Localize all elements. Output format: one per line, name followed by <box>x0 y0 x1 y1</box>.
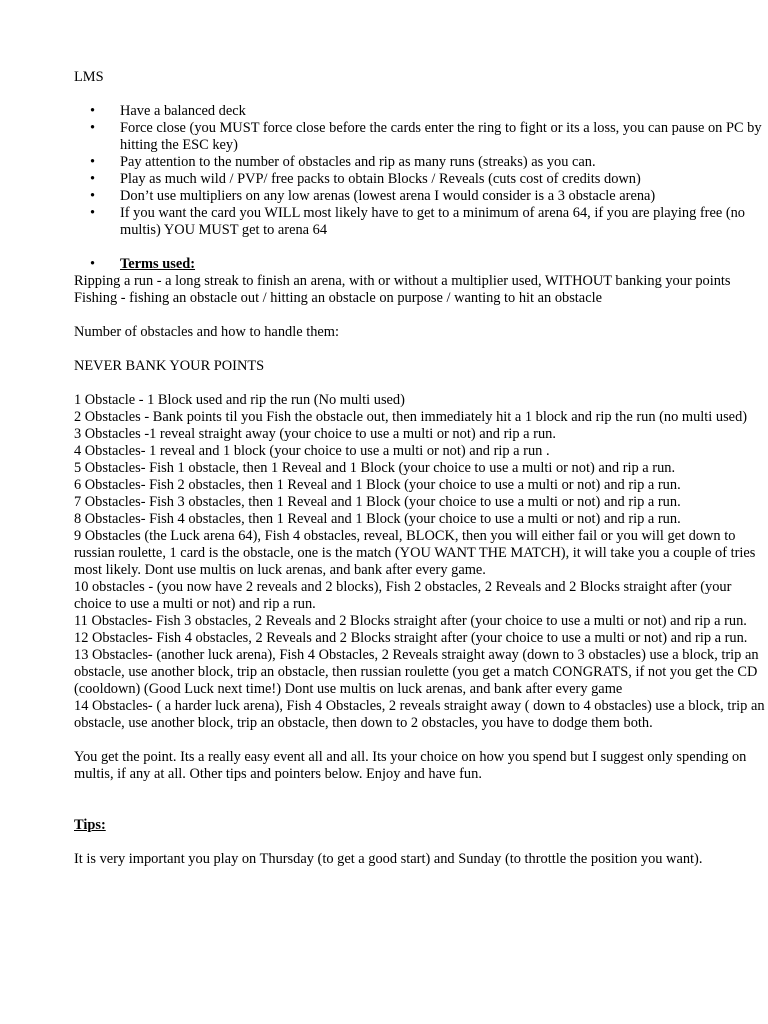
tips-heading: Tips: <box>74 817 106 833</box>
obstacle-rule: 13 Obstacles- (another luck arena), Fish 4 Obstacles, 2 Reveals straight away (down to 3 obstacles) use a block, trip an obstacle, use another block, trip an obstacle, then russian roulette (you get a match CONGRATS, if not you get the CD (cooldown) (Good Luck next time!) Dont use multis on luck arenas, and bank after every game <box>74 647 759 697</box>
bullet-icon: • <box>90 120 96 136</box>
obstacle-rule: 8 Obstacles- Fish 4 obstacles, then 1 Reveal and 1 Block (your choice to use a multi or not) and rip a run. <box>74 511 681 527</box>
bullet-icon: • <box>90 188 96 204</box>
bullet-icon: • <box>90 205 96 221</box>
list-item: • If you want the card you WILL most likely have to get to a minimum of arena 64, if you are playing free (no multis) YOU MUST get to arena 64 <box>90 205 746 238</box>
list-item: • Pay attention to the number of obstacles and rip as many runs (streaks) as you can. <box>90 154 596 170</box>
bullet-icon: • <box>90 154 96 170</box>
obstacles-intro: Number of obstacles and how to handle them: <box>74 324 339 340</box>
obstacle-rule: 11 Obstacles- Fish 3 obstacles, 2 Reveals and 2 Blocks straight after (your choice to use a multi or not) and rip a run. <box>74 613 747 629</box>
terms-heading: Terms used: <box>120 256 196 272</box>
obstacle-rule: 4 Obstacles- 1 reveal and 1 block (your choice to use a multi or not) and rip a run . <box>74 443 550 459</box>
bullet-icon: • <box>90 256 96 272</box>
term-fishing: Fishing - fishing an obstacle out / hitting an obstacle on purpose / wanting to hit an obstacle <box>74 290 602 306</box>
list-item: • Have a balanced deck <box>90 103 246 119</box>
list-item: • Force close (you MUST force close before the cards enter the ring to fight or its a loss, you can pause on PC by hitting the ESC key) <box>90 120 762 153</box>
never-bank-notice: NEVER BANK YOUR POINTS <box>74 358 265 374</box>
obstacle-rule: 1 Obstacle - 1 Block used and rip the run (No multi used) <box>74 392 405 408</box>
tips-paragraph: It is very important you play on Thursday (to get a good start) and Sunday (to throttle the position you want). <box>74 851 703 867</box>
tips-bullet-list <box>74 103 768 239</box>
obstacle-rule: 2 Obstacles - Bank points til you Fish the obstacle out, then immediately hit a 1 block and rip the run (no multi used) <box>74 409 748 425</box>
obstacle-rule: 9 Obstacles (the Luck arena 64), Fish 4 obstacles, reveal, BLOCK, then you will either fail or you will get down to russian roulette, 1 card is the obstacle, one is the match (YOU WANT THE MATCH), it will take you a couple of tries most likely. Dont use multis on luck arenas, and bank after every game. <box>74 528 756 578</box>
obstacle-rule: 7 Obstacles- Fish 3 obstacles, then 1 Reveal and 1 Block (your choice to use a multi or not) and rip a run. <box>74 494 681 510</box>
obstacles-list <box>74 392 768 732</box>
list-item: • Play as much wild / PVP/ free packs to obtain Blocks / Reveals (cuts cost of credits down) <box>90 171 641 187</box>
obstacle-rule: 3 Obstacles -1 reveal straight away (your choice to use a multi or not) and rip a run. <box>74 426 556 442</box>
list-item: • Don’t use multipliers on any low arenas (lowest arena I would consider is a 3 obstacle arena) <box>90 188 656 204</box>
term-ripping: Ripping a run - a long streak to finish an arena, with or without a multiplier used, WITHOUT banking your points <box>74 273 731 289</box>
obstacle-rule: 10 obstacles - (you now have 2 reveals and 2 blocks), Fish 2 obstacles, 2 Reveals and 2 Blocks straight after (your choice to use a multi or not) and rip a run. <box>74 579 732 612</box>
bullet-icon: • <box>90 171 96 187</box>
obstacle-rule: 5 Obstacles- Fish 1 obstacle, then 1 Reveal and 1 Block (your choice to use a multi or not) and rip a run. <box>74 460 676 476</box>
obstacle-rule: 12 Obstacles- Fish 4 obstacles, 2 Reveals and 2 Blocks straight after (your choice to use a multi or not) and rip a run. <box>74 630 748 646</box>
obstacle-rule: 14 Obstacles- ( a harder luck arena), Fish 4 Obstacles, 2 reveals straight away ( down to 4 obstacles) use a block, trip an obstacle, use another block, trip an obstacle, then down to 2 obstacles, you have to dodge them both. <box>74 698 765 731</box>
bullet-icon: • <box>90 103 96 119</box>
document-title: LMS <box>74 69 104 85</box>
obstacle-rule: 6 Obstacles- Fish 2 obstacles, then 1 Reveal and 1 Block (your choice to use a multi or not) and rip a run. <box>74 477 681 493</box>
summary-paragraph: You get the point. Its a really easy event all and all. Its your choice on how you spend but I suggest only spending on multis, if any at all. Other tips and pointers below. Enjoy and have fun. <box>74 749 747 782</box>
terms-heading-item <box>74 256 768 273</box>
document-page <box>74 69 768 868</box>
